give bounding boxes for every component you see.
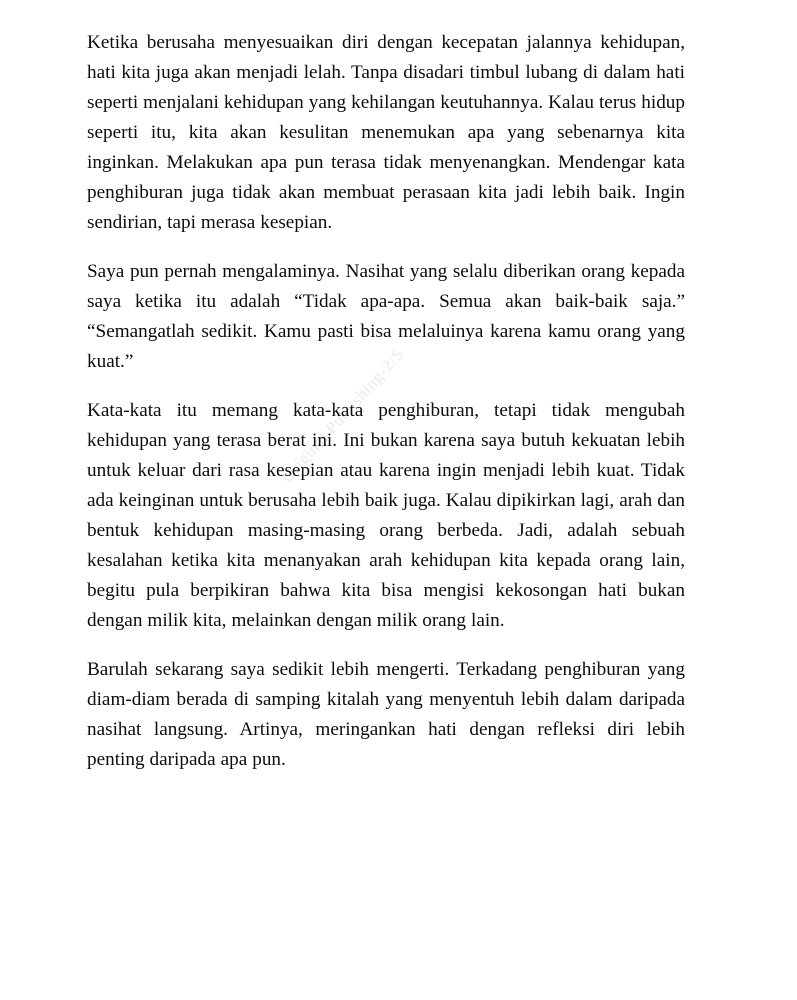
paragraph-4: Barulah sekarang saya sedikit lebih mengerti. Terkadang penghiburan yang diam-diam berada di samping kitalah yang menyentuh lebih dalam daripada nasihat langsung. Artinya, meringankan hati dengan refleksi diri lebih penting daripada apa pun.: [87, 659, 685, 770]
paragraph-1: Ketika berusaha menyesuaikan diri dengan kecepatan jalannya kehidupan, hati kita juga akan menjadi lelah. Tanpa disadari timbul lubang di dalam hati seperti menjalani kehidupan yang kehilangan keutuhannya. Kalau terus hidup seperti itu, kita akan kesulitan menemukan apa yang sebenarnya kita inginkan. Melakukan apa pun terasa tidak menyenangkan. Mendengar kata penghiburan juga tidak akan membuat perasaan kita jadi lebih baik. Ingin sendirian, tapi merasa kesepian.: [87, 32, 685, 233]
paragraph-2: Saya pun pernah mengalaminya. Nasihat yang selalu diberikan orang kepada saya ketika itu adalah “Tidak apa-apa. Semua akan baik-baik saja.” “Semangatlah sedikit. Kamu pasti bisa melaluinya karena kamu orang yang kuat.”: [87, 261, 685, 372]
body-text-block: [87, 28, 685, 830]
paragraph-5-clipped: [87, 800, 685, 830]
paragraph-3: Kata-kata itu memang kata-kata penghiburan, tetapi tidak mengubah kehidupan yang terasa berat ini. Ini bukan karena saya butuh kekuatan lebih untuk keluar dari rasa kesepian atau karena ingin menjadi lebih kuat. Tidak ada keinginan untuk berusaha lebih baik juga. Kalau dipikirkan lagi, arah dan bentuk kehidupan masing-masing orang berbeda. Jadi, adalah sebuah kesalahan ketika kita menanyakan arah kehidupan kita kepada orang lain, begitu pula berpikiran bahwa kita bisa mengisi kekosongan hati bukan dengan milik kita, melainkan dengan milik orang lain.: [87, 400, 685, 631]
watermark-text: Original Publishing-2/S: [277, 344, 408, 487]
